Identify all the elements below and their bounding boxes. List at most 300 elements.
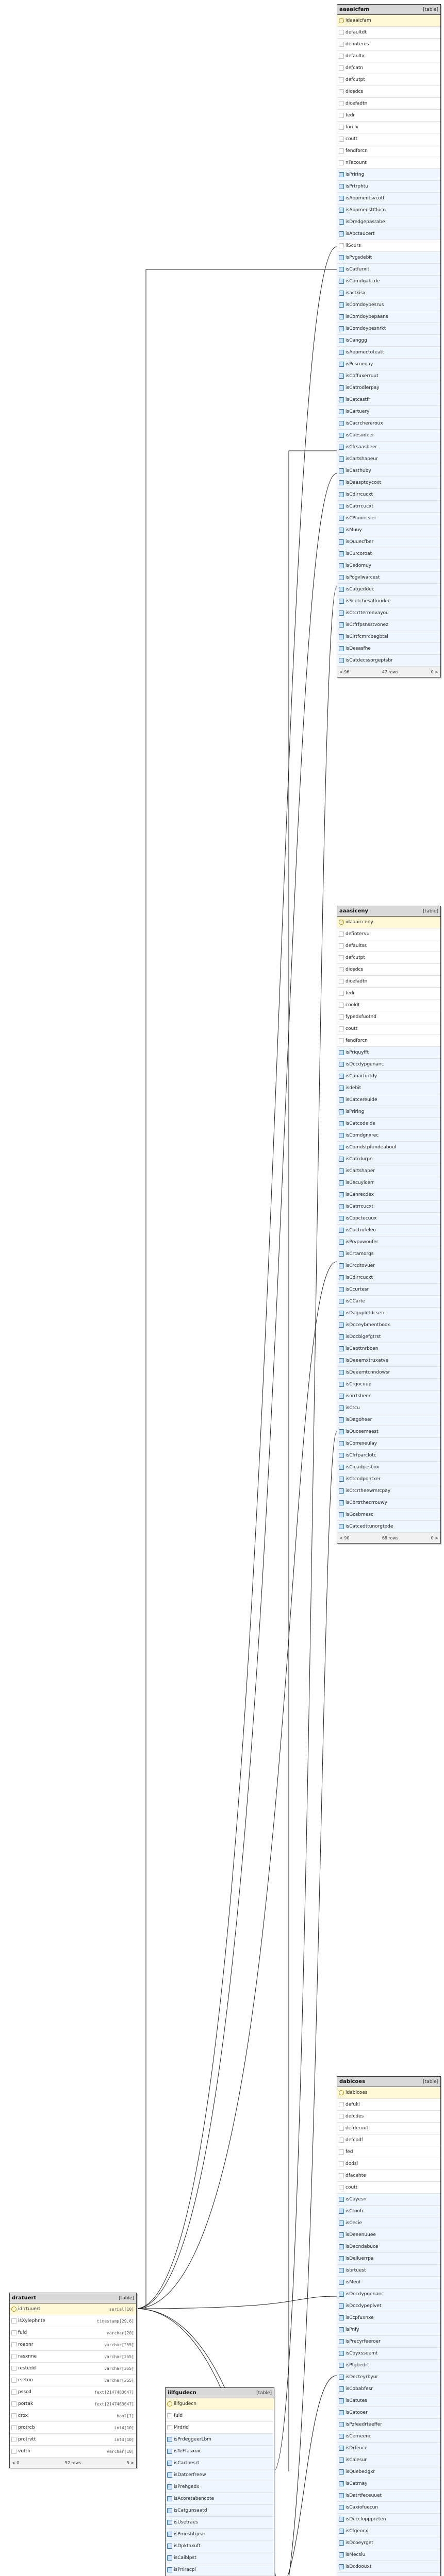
column-row[interactable] — [337, 1284, 440, 1296]
column-name: dodsl — [346, 2161, 358, 2166]
column-row[interactable] — [337, 276, 440, 287]
column-row[interactable] — [166, 2469, 274, 2481]
foreign-key-icon — [339, 1097, 344, 1103]
column-row[interactable] — [337, 359, 440, 370]
column-row[interactable] — [337, 311, 440, 323]
column-row[interactable] — [337, 1391, 440, 1402]
column-name: isAppmentsvcott — [346, 196, 385, 201]
column-row[interactable] — [337, 1260, 440, 1272]
column-row[interactable] — [337, 1201, 440, 1213]
column-row[interactable] — [337, 74, 440, 86]
column-row[interactable] — [337, 584, 440, 596]
column-row[interactable] — [337, 1071, 440, 1082]
column-type: timestamp[29,6] — [96, 2318, 134, 2324]
column-row[interactable] — [10, 2410, 136, 2422]
column-row[interactable] — [337, 2182, 440, 2194]
column-row[interactable] — [337, 228, 440, 240]
column-row[interactable] — [337, 2217, 440, 2229]
column-row[interactable] — [337, 999, 440, 1011]
column-row[interactable] — [337, 287, 440, 299]
column-name: isDagoheer — [346, 1417, 372, 1422]
column-row[interactable] — [337, 264, 440, 276]
table-t_middle[interactable] — [165, 2387, 274, 2576]
column-icon — [339, 1003, 344, 1008]
column-name: isMecsiu — [346, 2552, 366, 2557]
foreign-key-icon — [339, 397, 344, 402]
foreign-key-icon — [339, 1287, 344, 1292]
column-row[interactable] — [337, 299, 440, 311]
column-row[interactable] — [337, 2371, 440, 2383]
column-row[interactable] — [337, 928, 440, 940]
table-header[interactable] — [337, 2077, 440, 2087]
column-name: isCoffuxerruut — [346, 374, 379, 379]
column-row[interactable] — [337, 1189, 440, 1201]
column-icon — [339, 89, 344, 94]
column-row[interactable] — [337, 62, 440, 74]
column-row[interactable] — [337, 1367, 440, 1379]
column-row[interactable] — [337, 964, 440, 976]
column-row[interactable] — [337, 976, 440, 988]
column-row[interactable] — [337, 1082, 440, 1094]
column-row[interactable] — [337, 536, 440, 548]
column-row[interactable] — [166, 2398, 274, 2410]
column-row[interactable] — [337, 27, 440, 39]
column-row[interactable] — [337, 193, 440, 205]
column-row[interactable] — [337, 560, 440, 572]
column-name: isDocbigefgtrst — [346, 1334, 381, 1340]
column-row[interactable] — [337, 2514, 440, 2526]
column-name: isPriring — [346, 1109, 365, 1114]
column-row[interactable] — [337, 1343, 440, 1355]
column-icon — [339, 243, 344, 248]
column-row[interactable] — [337, 430, 440, 442]
table-header[interactable] — [337, 5, 440, 15]
column-name: isCecuyicerr — [346, 1180, 374, 1185]
column-name: isCrtamorgs — [346, 1251, 374, 1257]
column-row[interactable] — [337, 524, 440, 536]
column-row[interactable] — [337, 86, 440, 98]
column-name: isXylephnte — [18, 2318, 45, 2324]
column-name: isDpktaxuft — [174, 2544, 201, 2549]
column-row[interactable] — [337, 501, 440, 513]
column-name: coutt — [346, 137, 358, 142]
relationship-connector — [273, 2376, 337, 2576]
column-row[interactable] — [337, 548, 440, 560]
column-name: isApctaucert — [346, 231, 375, 236]
column-name: idabicoes — [346, 2090, 368, 2095]
column-row[interactable] — [337, 1355, 440, 1367]
foreign-key-icon — [339, 1346, 344, 1351]
table-kind: [table] — [423, 2079, 438, 2084]
column-row[interactable] — [337, 347, 440, 359]
table-footer — [337, 1533, 440, 1543]
column-row[interactable] — [337, 2419, 440, 2431]
column-row[interactable] — [337, 2170, 440, 2182]
column-row[interactable] — [337, 1331, 440, 1343]
foreign-key-icon — [339, 622, 344, 628]
column-row[interactable] — [166, 2410, 274, 2422]
column-row[interactable] — [337, 453, 440, 465]
column-row[interactable] — [337, 988, 440, 999]
column-row[interactable] — [166, 2529, 274, 2540]
column-name: defaultx — [346, 54, 365, 59]
column-row[interactable] — [337, 1059, 440, 1071]
foreign-key-icon — [339, 1370, 344, 1375]
foreign-key-icon — [339, 1488, 344, 1494]
column-icon — [339, 2173, 344, 2178]
column-row[interactable] — [337, 98, 440, 110]
foreign-key-icon — [167, 2508, 172, 2513]
column-row[interactable] — [337, 1272, 440, 1284]
column-row[interactable] — [337, 133, 440, 145]
column-name: isCatrdurpn — [346, 1157, 373, 1162]
column-row[interactable] — [337, 2478, 440, 2490]
relationship-connector — [289, 451, 337, 2471]
column-row[interactable] — [337, 619, 440, 631]
column-row[interactable] — [10, 2398, 136, 2410]
column-icon — [11, 2389, 17, 2395]
column-row[interactable] — [337, 1118, 440, 1130]
foreign-key-icon — [339, 2446, 344, 2451]
column-name: fuid — [18, 2330, 27, 2335]
column-row[interactable] — [337, 1023, 440, 1035]
column-row[interactable] — [166, 2481, 274, 2493]
column-row[interactable] — [337, 2561, 440, 2573]
column-row[interactable] — [10, 2351, 136, 2363]
foreign-key-icon — [167, 2544, 172, 2549]
column-row[interactable] — [166, 2493, 274, 2505]
column-row[interactable] — [337, 655, 440, 667]
column-row[interactable] — [337, 1177, 440, 1189]
table-header[interactable] — [166, 2388, 274, 2398]
column-name: rasxnne — [18, 2354, 37, 2359]
column-row[interactable] — [337, 2573, 440, 2576]
column-row[interactable] — [337, 1521, 440, 1533]
column-name: isUsetraes — [174, 2520, 198, 2525]
column-row[interactable] — [337, 205, 440, 216]
column-name: idaaaicceny — [346, 920, 373, 925]
table-header[interactable] — [337, 906, 440, 917]
column-icon — [11, 2366, 17, 2371]
column-row[interactable] — [337, 596, 440, 607]
column-row[interactable] — [337, 2253, 440, 2265]
column-row[interactable] — [10, 2422, 136, 2434]
column-row[interactable] — [337, 394, 440, 406]
column-name: isCapttnrboen — [346, 1346, 379, 1351]
relationship-connector — [136, 2296, 337, 2309]
column-row[interactable] — [337, 418, 440, 430]
column-row[interactable] — [10, 2434, 136, 2446]
column-row[interactable] — [337, 2348, 440, 2360]
column-name: isAppmenstClucn — [346, 208, 386, 213]
table-footer — [337, 667, 440, 677]
column-row[interactable] — [166, 2434, 274, 2446]
column-row[interactable] — [337, 1225, 440, 1236]
column-row[interactable] — [337, 1319, 440, 1331]
column-row[interactable] — [337, 1106, 440, 1118]
foreign-key-icon — [339, 2351, 344, 2356]
column-row[interactable] — [337, 169, 440, 181]
column-name: isDcdoouxt — [346, 2564, 372, 2569]
foreign-key-icon — [339, 2197, 344, 2202]
column-row[interactable] — [337, 1450, 440, 1462]
column-row[interactable] — [166, 2505, 274, 2517]
column-row[interactable] — [337, 1142, 440, 1154]
foreign-key-icon — [339, 445, 344, 450]
column-name: isAppmectoteatt — [346, 350, 384, 355]
column-row[interactable] — [337, 122, 440, 133]
column-row[interactable] — [337, 2111, 440, 2123]
column-row[interactable] — [337, 1213, 440, 1225]
foreign-key-icon — [339, 1228, 344, 1233]
column-name: isGosbmesc — [346, 1512, 374, 1517]
column-row[interactable] — [337, 370, 440, 382]
column-name: isCfgeocx — [346, 2529, 368, 2534]
table-title: aaasiceny — [339, 908, 368, 914]
column-name: isCrcdtovuer — [346, 1263, 375, 1268]
column-row[interactable] — [337, 1497, 440, 1509]
column-row[interactable] — [337, 1485, 440, 1497]
column-row[interactable] — [337, 952, 440, 964]
column-row[interactable] — [337, 489, 440, 501]
column-name: fuid — [174, 2413, 183, 2418]
column-row[interactable] — [337, 2537, 440, 2549]
column-row[interactable] — [337, 1236, 440, 1248]
table-t_main_top[interactable] — [337, 4, 441, 677]
column-row[interactable] — [337, 216, 440, 228]
foreign-key-icon — [167, 2532, 172, 2537]
column-row[interactable] — [337, 1308, 440, 1319]
foreign-key-icon — [339, 2564, 344, 2569]
foreign-key-icon — [339, 1180, 344, 1185]
column-name: isDeeenuuee — [346, 2232, 376, 2238]
column-row[interactable] — [337, 2146, 440, 2158]
column-icon — [339, 2138, 344, 2143]
column-row[interactable] — [337, 2502, 440, 2514]
column-name: isClrtfcmrcbegbtal — [346, 634, 388, 639]
foreign-key-icon — [339, 456, 344, 462]
foreign-key-icon — [339, 1074, 344, 1079]
column-row[interactable] — [337, 145, 440, 157]
column-row[interactable] — [10, 2303, 136, 2315]
foreign-key-icon — [339, 2339, 344, 2344]
column-row[interactable] — [337, 643, 440, 655]
column-name: defcdes — [346, 2114, 364, 2119]
column-row[interactable] — [337, 2134, 440, 2146]
table-header[interactable] — [10, 2293, 136, 2303]
column-type: varchar[255] — [104, 2354, 134, 2359]
column-name: isbrtuest — [346, 2268, 366, 2273]
column-icon — [339, 2102, 344, 2107]
column-row[interactable] — [337, 2443, 440, 2454]
column-row[interactable] — [337, 607, 440, 619]
column-row[interactable] — [337, 1438, 440, 1450]
column-row[interactable] — [337, 2241, 440, 2253]
column-type: varchar[20] — [107, 2330, 134, 2335]
column-row[interactable] — [337, 240, 440, 252]
column-row[interactable] — [337, 917, 440, 928]
column-row[interactable] — [337, 1426, 440, 1438]
column-row[interactable] — [337, 465, 440, 477]
column-name: isComdoypesnrkt — [346, 326, 386, 331]
column-icon — [11, 2354, 17, 2359]
column-row[interactable] — [337, 2549, 440, 2561]
column-row[interactable] — [10, 2315, 136, 2327]
column-row[interactable] — [337, 2407, 440, 2419]
column-name: isDocdypgenanc — [346, 1062, 384, 1067]
column-row[interactable] — [337, 2265, 440, 2277]
column-row[interactable] — [337, 2383, 440, 2395]
column-row[interactable] — [337, 1473, 440, 1485]
foreign-key-icon — [339, 480, 344, 485]
column-row[interactable] — [337, 323, 440, 335]
column-name: coutt — [346, 1026, 358, 1031]
foreign-key-icon — [339, 1168, 344, 1174]
column-row[interactable] — [337, 2099, 440, 2111]
column-row[interactable] — [337, 406, 440, 418]
column-row[interactable] — [337, 335, 440, 347]
column-row[interactable] — [10, 2339, 136, 2351]
column-icon — [339, 137, 344, 142]
table-title: dabicoes — [339, 2079, 366, 2084]
column-row[interactable] — [337, 50, 440, 62]
column-row[interactable] — [337, 1094, 440, 1106]
column-row[interactable] — [337, 2526, 440, 2537]
foreign-key-icon — [339, 1441, 344, 1446]
column-row[interactable] — [337, 2431, 440, 2443]
column-row[interactable] — [10, 2327, 136, 2339]
column-row[interactable] — [337, 631, 440, 643]
column-row[interactable] — [337, 2395, 440, 2407]
column-name: defintervul — [346, 931, 371, 937]
column-row[interactable] — [337, 2206, 440, 2217]
table-t_left[interactable] — [9, 2293, 137, 2468]
column-name: isDocdypgenanc — [346, 2292, 384, 2297]
column-name: isCtfrfpsnsstvonez — [346, 622, 388, 628]
column-row[interactable] — [337, 1035, 440, 1047]
column-row[interactable] — [337, 1047, 440, 1059]
column-row[interactable] — [337, 157, 440, 169]
column-row[interactable] — [337, 2324, 440, 2336]
column-name: dfacehte — [346, 2173, 366, 2178]
column-name: definteres — [346, 42, 369, 47]
column-row[interactable] — [337, 1011, 440, 1023]
column-name: isDaasptdycoxt — [346, 480, 382, 485]
column-row[interactable] — [10, 2375, 136, 2386]
foreign-key-icon — [339, 1062, 344, 1067]
column-name: isCbrtrthecrrouwy — [346, 1500, 387, 1505]
column-row[interactable] — [337, 1462, 440, 1473]
column-row[interactable] — [337, 477, 440, 489]
column-row[interactable] — [166, 2552, 274, 2564]
column-row[interactable] — [337, 181, 440, 193]
column-row[interactable] — [337, 1130, 440, 1142]
column-row[interactable] — [166, 2458, 274, 2469]
foreign-key-icon — [339, 1323, 344, 1328]
column-row[interactable] — [337, 2454, 440, 2466]
foreign-key-icon — [339, 2398, 344, 2403]
column-name: isCanrecdex — [346, 1192, 374, 1197]
column-row[interactable] — [337, 2277, 440, 2289]
column-row[interactable] — [337, 1379, 440, 1391]
column-row[interactable] — [337, 2300, 440, 2312]
column-row[interactable] — [337, 1509, 440, 1521]
column-row[interactable] — [337, 2289, 440, 2300]
column-row[interactable] — [166, 2446, 274, 2458]
column-row[interactable] — [337, 2490, 440, 2502]
column-name: isTeFfasxuic — [174, 2449, 202, 2454]
table-footer-left: < 0 — [12, 2460, 20, 2465]
column-row[interactable] — [337, 2158, 440, 2170]
relationship-connector — [136, 1262, 337, 2309]
column-name: psscd — [18, 2389, 31, 2395]
column-row[interactable] — [337, 513, 440, 524]
column-row[interactable] — [166, 2540, 274, 2552]
column-row[interactable] — [337, 2466, 440, 2478]
column-row[interactable] — [337, 1154, 440, 1165]
foreign-key-icon — [339, 468, 344, 473]
table-t_right_3[interactable] — [337, 2076, 441, 2576]
table-kind: [table] — [423, 908, 438, 914]
column-row[interactable] — [337, 2194, 440, 2206]
column-row[interactable] — [337, 15, 440, 27]
foreign-key-icon — [339, 1453, 344, 1458]
column-name: isCedomuy — [346, 563, 372, 568]
column-name: isCorrexeulay — [346, 1441, 377, 1446]
column-row[interactable] — [166, 2564, 274, 2576]
column-type: int4[10] — [114, 2437, 134, 2442]
column-name: isCecie — [346, 2221, 362, 2226]
column-name: isCartshaper — [346, 1168, 375, 1174]
column-row[interactable] — [10, 2386, 136, 2398]
column-name: isCatcedttunorgtpde — [346, 1524, 393, 1529]
column-row[interactable] — [166, 2422, 274, 2434]
column-row[interactable] — [337, 1165, 440, 1177]
column-row[interactable] — [10, 2446, 136, 2458]
column-icon — [339, 148, 344, 154]
column-row[interactable] — [337, 940, 440, 952]
column-name: isCartuery — [346, 409, 370, 414]
column-row[interactable] — [337, 2087, 440, 2099]
column-row[interactable] — [337, 2229, 440, 2241]
column-row[interactable] — [166, 2517, 274, 2529]
foreign-key-icon — [339, 208, 344, 213]
column-row[interactable] — [337, 2360, 440, 2371]
column-row[interactable] — [337, 1248, 440, 1260]
column-row[interactable] — [337, 252, 440, 264]
column-name: isDesasfhe — [346, 646, 371, 651]
column-row[interactable] — [337, 1296, 440, 1308]
column-row[interactable] — [337, 2123, 440, 2134]
table-t_right_2[interactable] — [337, 906, 441, 1544]
foreign-key-icon — [167, 2484, 172, 2489]
column-row[interactable] — [337, 572, 440, 584]
column-row[interactable] — [337, 442, 440, 453]
foreign-key-icon — [339, 326, 344, 331]
column-row[interactable] — [10, 2363, 136, 2375]
column-name: isDcoeyrget — [346, 2540, 373, 2546]
column-row[interactable] — [337, 39, 440, 50]
column-row[interactable] — [337, 2336, 440, 2348]
column-icon — [339, 125, 344, 130]
column-row[interactable] — [337, 110, 440, 122]
column-name: roaonr — [18, 2342, 34, 2347]
column-name: isComdstpfundeaboul — [346, 1145, 397, 1150]
column-row[interactable] — [337, 1414, 440, 1426]
column-row[interactable] — [337, 2312, 440, 2324]
column-row[interactable] — [337, 1402, 440, 1414]
column-row[interactable] — [337, 382, 440, 394]
